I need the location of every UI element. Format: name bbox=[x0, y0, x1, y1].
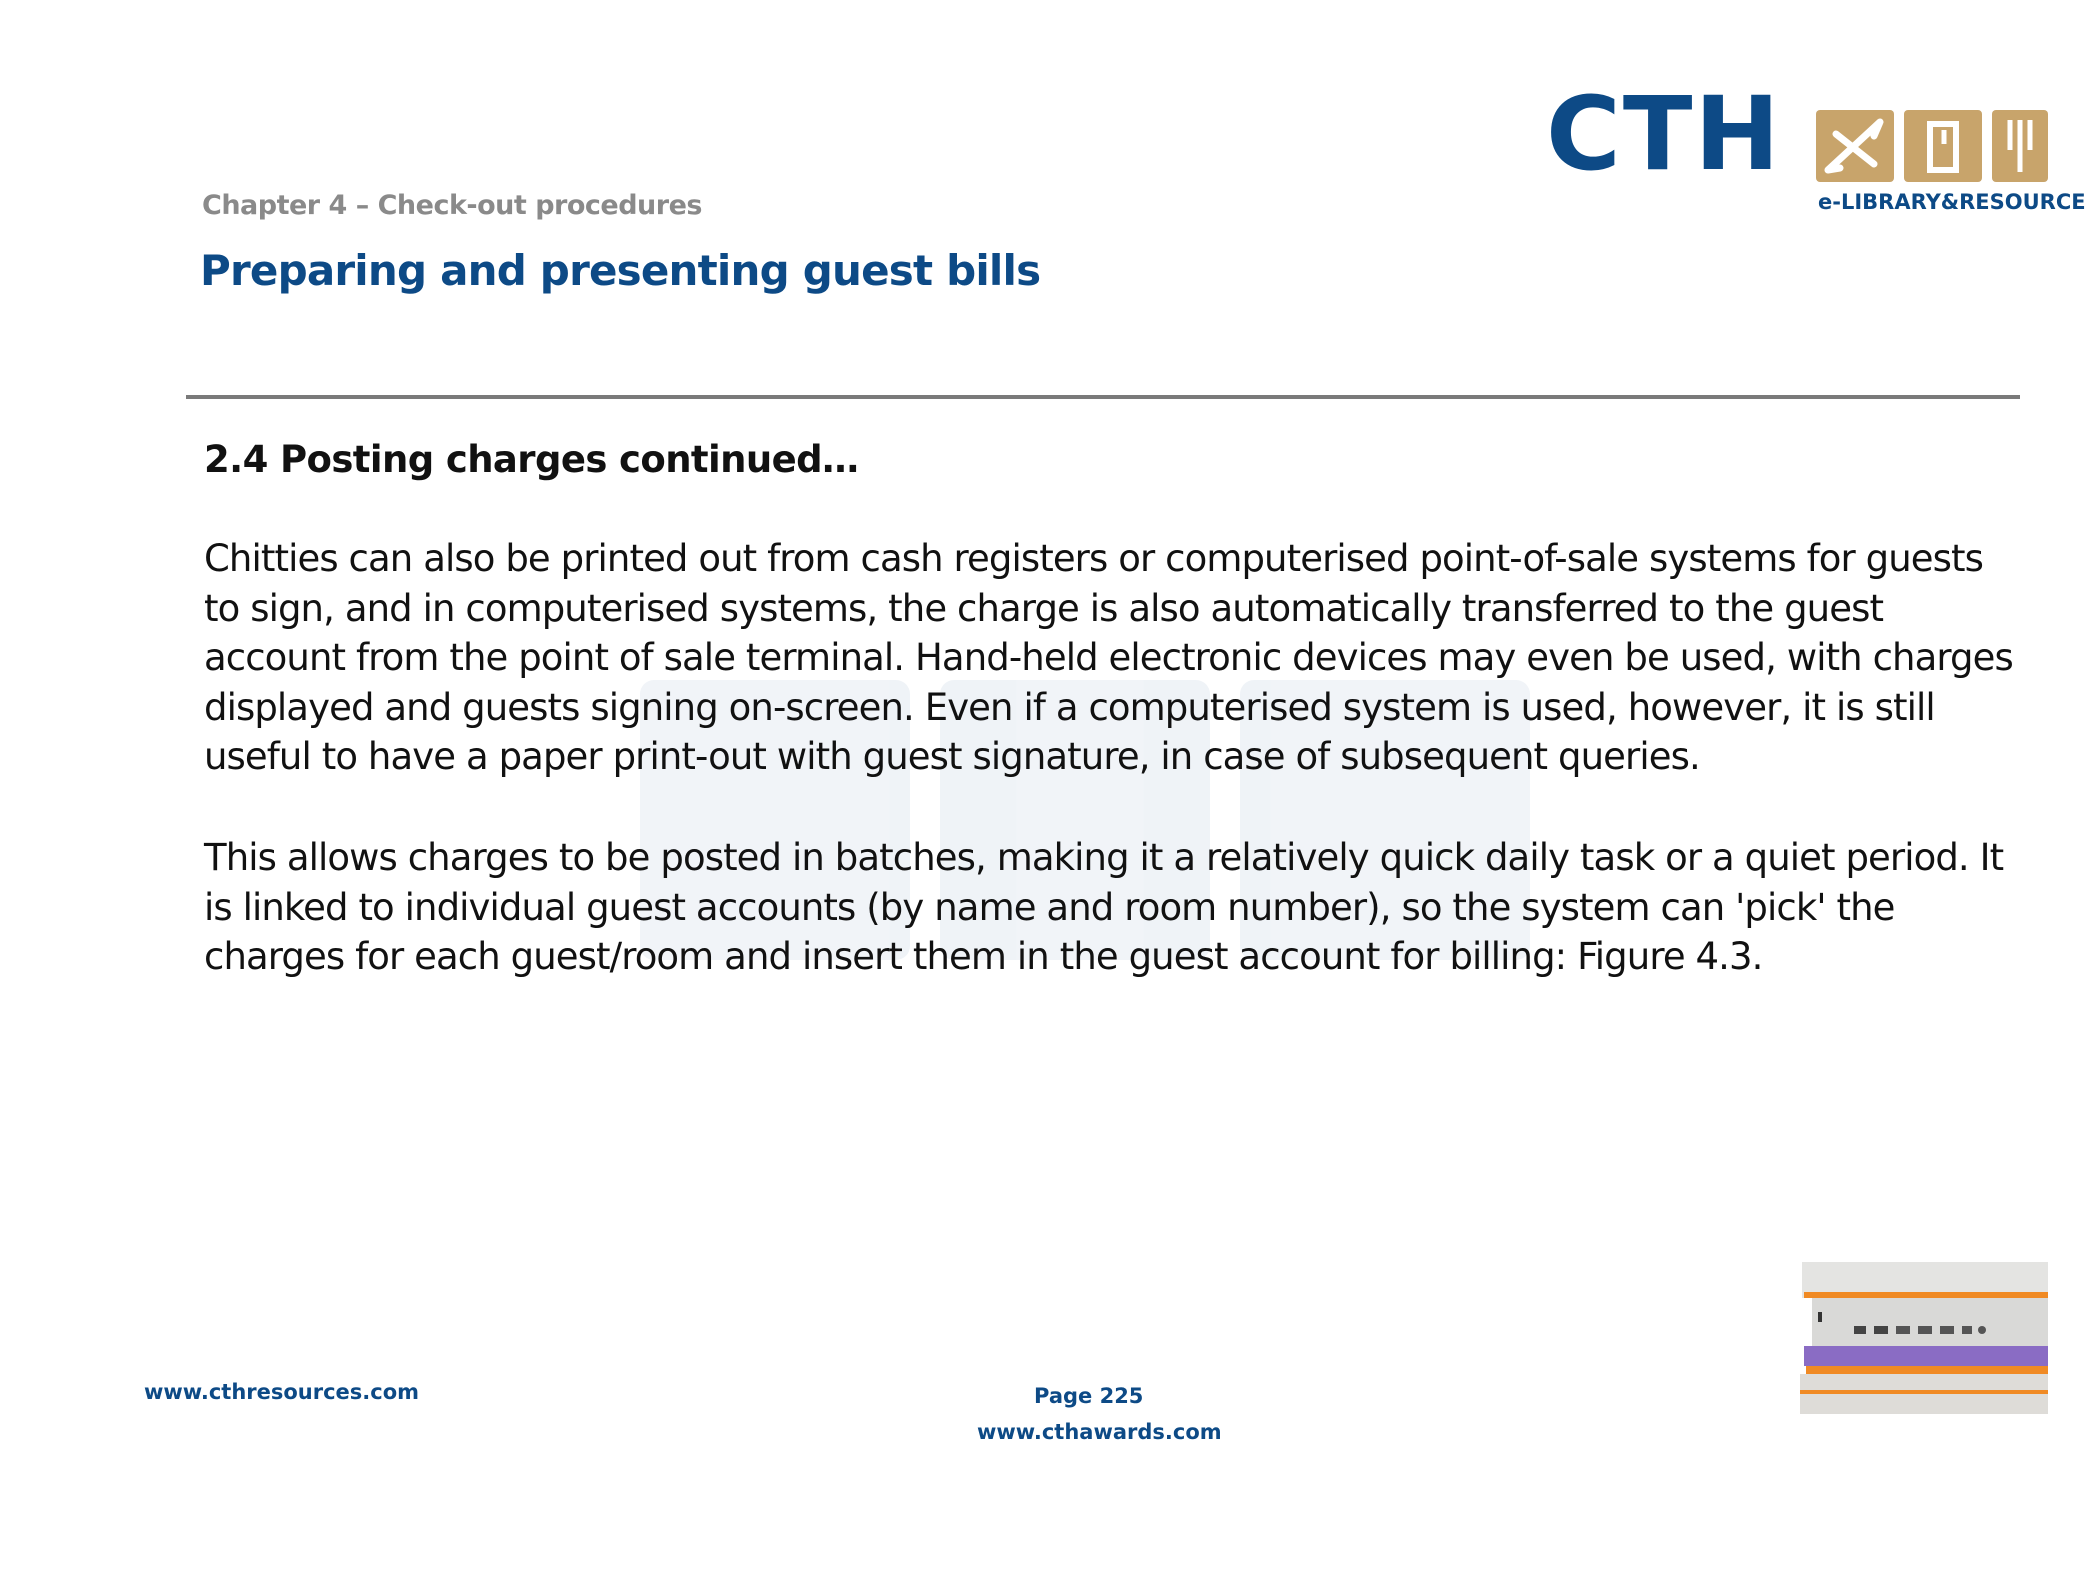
footer-awards-link[interactable]: www.cthawards.com bbox=[977, 1420, 1222, 1444]
chapter-label: Chapter 4 – Check-out procedures bbox=[202, 190, 702, 221]
laptop-stack-illustration bbox=[1796, 1262, 2048, 1432]
body-paragraph-2: This allows charges to be posted in batches, making it a relatively quick daily task or a quiet period. It is linked to individual guest accounts (by name and room number), so the system can 'pick' the charges for each guest/room and insert them in the guest account for billing: Figure 4.3. bbox=[204, 836, 2004, 979]
cth-logo bbox=[1546, 75, 2086, 220]
logo-tagline: e-LIBRARY&RESOURCE bbox=[1818, 190, 2086, 214]
plane-icon bbox=[1816, 110, 1894, 182]
header-divider bbox=[186, 395, 2020, 399]
page-title: Preparing and presenting guest bills bbox=[200, 246, 1041, 295]
body-paragraph-1: Chitties can also be printed out from cash registers or computerised point-of-sale systems for guests to sign, and in computerised systems, the charge is also automatically transferred to the guest account from the point of sale terminal. Hand-held electronic devices may even be used, with charges displayed and guests signing on-screen. Even if a computerised system is used, however, it is still useful to have a paper print-out with guest signature, in case of subsequent queries. bbox=[204, 537, 2013, 779]
page-number: Page 225 bbox=[1034, 1384, 1144, 1408]
logo-text: CTH bbox=[1546, 75, 1782, 194]
section-heading: 2.4 Posting charges continued… bbox=[204, 438, 859, 481]
fork-icon bbox=[1992, 110, 2048, 182]
footer-resources-link[interactable]: www.cthresources.com bbox=[144, 1380, 420, 1404]
drink-icon bbox=[1904, 110, 1982, 182]
